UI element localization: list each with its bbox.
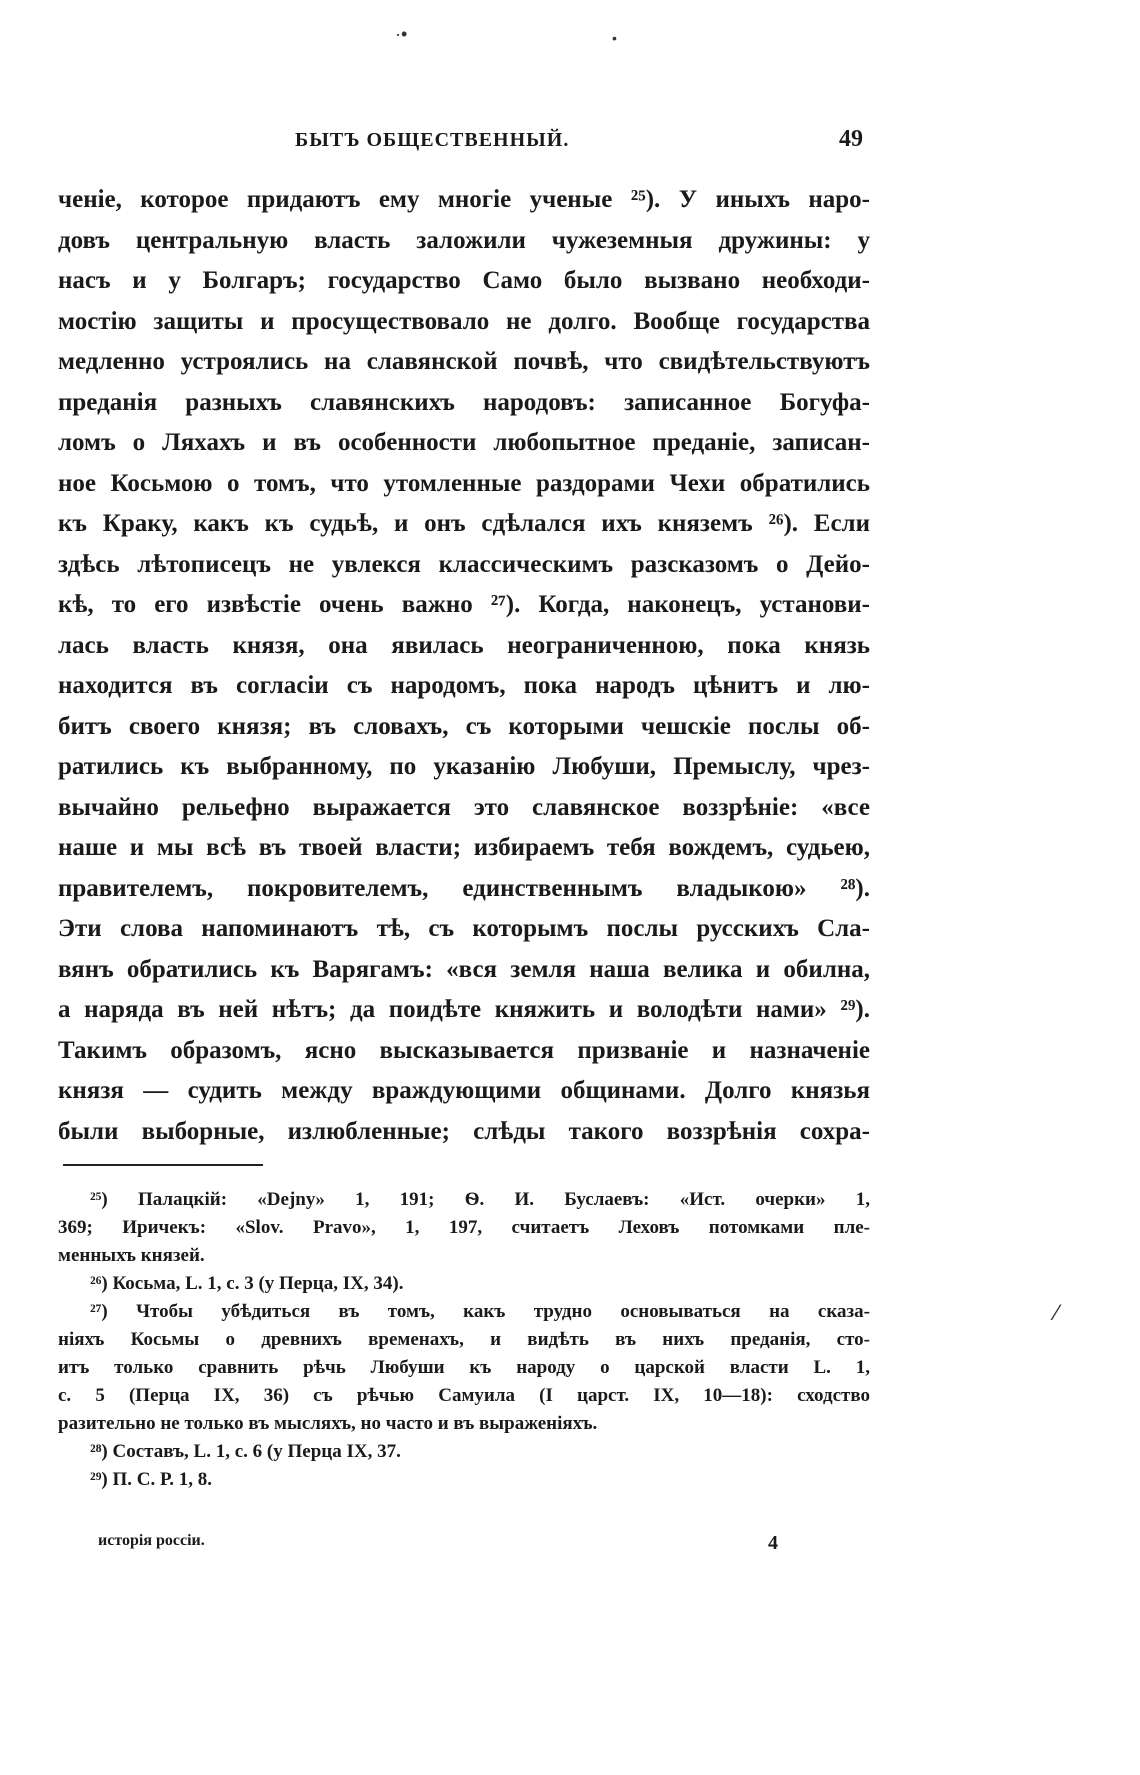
footnote-line: итъ только сравнить рѣчь Любуши къ народу о царской власти L. 1, — [58, 1357, 870, 1378]
text-line: ченіе, которое придаютъ ему многіе ученые ²⁵). У иныхъ наро- — [58, 186, 870, 213]
footnote-28 — [58, 1438, 870, 1466]
footnote-29 — [58, 1466, 870, 1494]
text-line: кѣ, то его извѣстіе очень важно ²⁷). Когда, наконецъ, установи- — [58, 591, 870, 618]
print-speck: ·• — [395, 24, 408, 44]
text-line: битъ своего князя; въ словахъ, съ которыми чешскіе послы об- — [58, 712, 870, 740]
running-title: БЫТЪ ОБЩЕСТВЕННЫЙ. — [295, 129, 570, 151]
printer-signature — [98, 1532, 778, 1555]
text-line: князя — судить между враждующими общинами. Долго князья — [58, 1077, 870, 1104]
text-line: лась власть князя, она явилась неограниченною, пока князь — [58, 631, 870, 659]
text-line: ное Косьмою о томъ, что утомленные раздорами Чехи обратились — [58, 469, 870, 497]
footnote-line: c. 5 (Перца IX, 36) съ рѣчью Самуила (I царст. IX, 10—18): сходство — [58, 1385, 870, 1406]
text-line: были выборные, излюбленные; слѣды такого воззрѣнія сохра- — [58, 1117, 870, 1145]
text-line: насъ и у Болгаръ; государство Само было вызвано необходи- — [58, 267, 870, 294]
text-line: къ Краку, какъ къ судьѣ, и онъ сдѣлался ихъ княземъ ²⁶). Если — [58, 510, 870, 537]
footnote-line: ніяхъ Косьмы о древнихъ временахъ, и видѣть въ нихъ преданія, сто- — [58, 1329, 870, 1350]
page-number: 49 — [839, 126, 863, 152]
signature-title: исторія россіи. — [98, 1532, 205, 1549]
print-speck: • — [612, 30, 617, 46]
text-line: Эти слова напоминаютъ тѣ, съ которымъ послы русскихъ Сла- — [58, 915, 870, 942]
footnote-25 — [58, 1186, 870, 1270]
margin-mark: ⁄ — [1055, 1300, 1059, 1325]
footnote-divider — [63, 1164, 263, 1166]
footnote-line: ²⁶) Косьма, L. 1, c. 3 (у Перца, IX, 34). — [90, 1273, 404, 1294]
text-line: вычайно рельефно выражается это славянское воззрѣніе: «все — [58, 793, 870, 821]
text-line: вянъ обратились къ Варягамъ: «вся земля наша велика и обилна, — [58, 955, 870, 983]
running-header — [295, 126, 863, 153]
footnote-line: ²⁷) Чтобы убѣдиться въ томъ, какъ трудно основываться на сказа- — [90, 1301, 870, 1322]
text-line: довъ центральную власть заложили чужеземныя дружины: у — [58, 226, 870, 254]
text-line: наше и мы всѣ въ твоей власти; избираемъ тебя вождемъ, судьею, — [58, 834, 870, 861]
footnote-line: разительно не только въ мысляхъ, но часто и въ выраженіяхъ. — [58, 1413, 598, 1434]
text-line: ломъ о Ляхахъ и въ особенности любопытное преданіе, записан- — [58, 429, 870, 456]
text-line: правителемъ, покровителемъ, единственнымъ владыкою» ²⁸). — [58, 874, 870, 902]
footnotes — [58, 1186, 870, 1494]
footnote-line: ²⁵) Палацкій: «Dejny» 1, 191; Ѳ. И. Буслаевъ: «Ист. очерки» 1, — [90, 1189, 870, 1210]
text-line: здѣсь лѣтописецъ не увлекся классическимъ разсказомъ о Дейо- — [58, 550, 870, 578]
text-line: Такимъ образомъ, ясно высказывается призваніе и назначеніе — [58, 1036, 870, 1064]
footnote-line: ²⁹) П. С. Р. 1, 8. — [90, 1469, 212, 1490]
main-text — [58, 180, 870, 1152]
footnote-line: 369; Иричекъ: «Slov. Pravo», 1, 197, считаетъ Леховъ потомками пле- — [58, 1217, 870, 1238]
text-line: медленно устроялись на славянской почвѣ, что свидѣтельствуютъ — [58, 348, 870, 375]
text-line: мостію защиты и просуществовало не долго. Вообще государства — [58, 307, 870, 335]
signature-number: 4 — [768, 1532, 778, 1554]
text-line: ратились къ выбранному, по указанію Любуши, Премыслу, чрез- — [58, 753, 870, 780]
footnote-line: менныхъ князей. — [58, 1245, 205, 1266]
footnote-27 — [58, 1298, 870, 1438]
text-line: находится въ согласіи съ народомъ, пока народъ цѣнитъ и лю- — [58, 672, 870, 699]
footnote-26 — [58, 1270, 870, 1298]
text-line: а наряда въ ней нѣтъ; да поидѣте княжить и володѣти нами» ²⁹). — [58, 996, 870, 1023]
text-line: преданія разныхъ славянскихъ народовъ: записанное Богуфа- — [58, 388, 870, 416]
footnote-line: ²⁸) Составъ, L. 1, c. 6 (у Перца IX, 37. — [90, 1441, 401, 1462]
